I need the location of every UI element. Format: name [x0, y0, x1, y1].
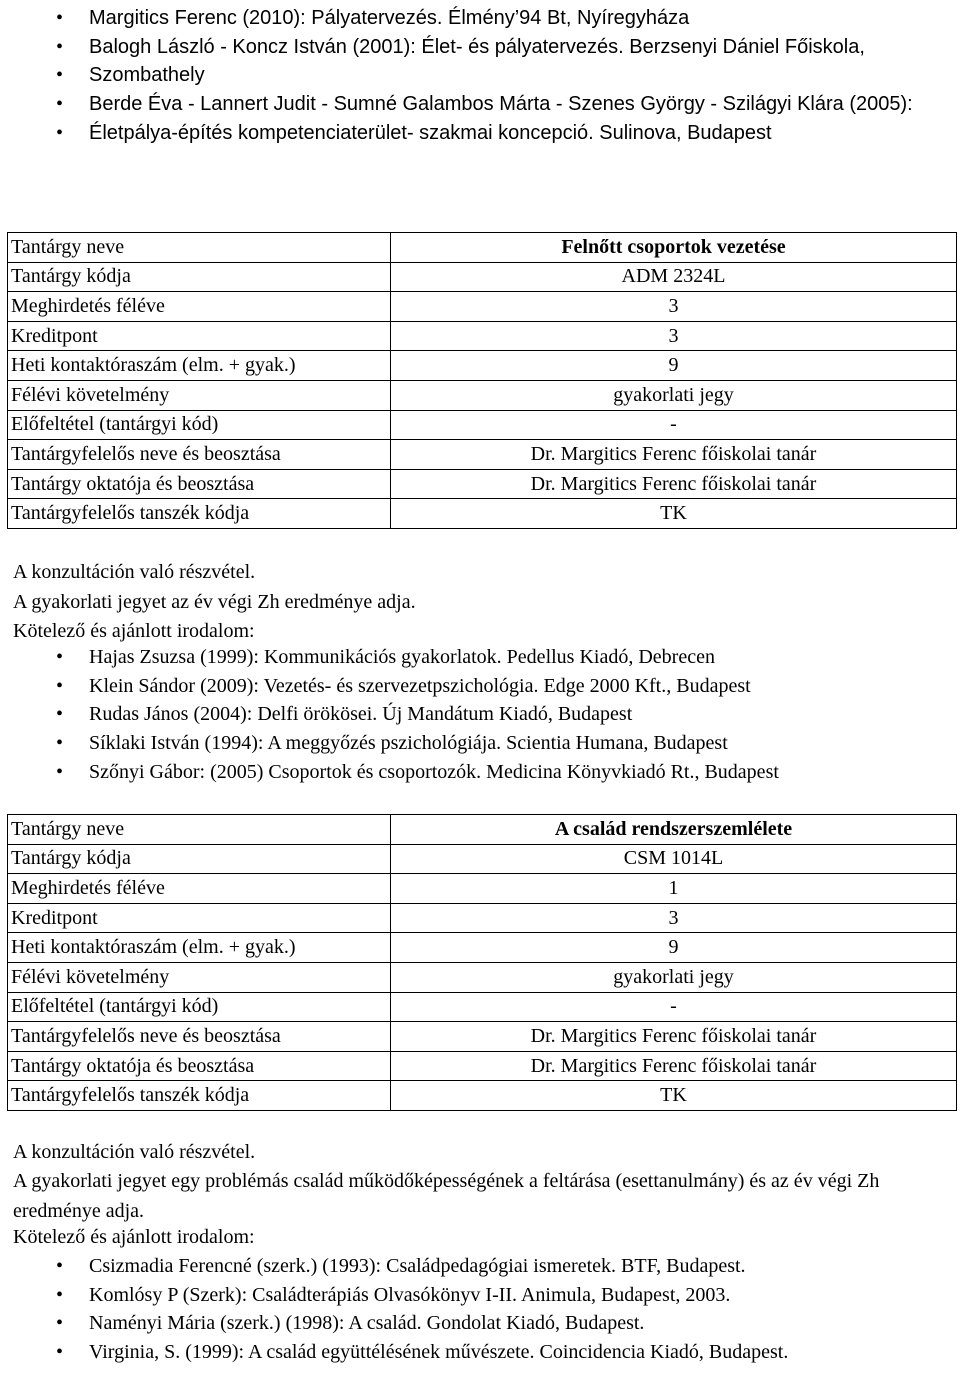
table-row — [8, 262, 957, 292]
row-value: - — [391, 410, 957, 440]
list-item: • Klein Sándor (2009): Vezetés- és szervezetpszichológia. Edge 2000 Kft., Budapest — [0, 672, 960, 701]
row-value: gyakorlati jegy — [391, 962, 957, 992]
table-row — [8, 962, 957, 992]
table-row — [8, 933, 957, 963]
row-label: Kreditpont — [8, 321, 391, 351]
list-item: • Szőnyi Gábor: (2005) Csoportok és csoportozók. Medicina Könyvkiadó Rt., Budapest — [0, 758, 960, 787]
row-value: Dr. Margitics Ferenc főiskolai tanár — [391, 440, 957, 470]
consultation-text: A konzultáción való részvétel. — [13, 1141, 256, 1163]
table-row — [8, 499, 957, 529]
list-item: • Komlósy P (Szerk): Családterápiás Olvasókönyv I-II. Animula, Budapest, 2003. — [0, 1281, 960, 1310]
table-row — [8, 410, 957, 440]
list-item: • Életpálya-építés kompetenciaterület- szakmai koncepció. Sulinova, Budapest — [0, 119, 960, 148]
row-label: Heti kontaktóraszám (elm. + gyak.) — [8, 351, 391, 381]
row-label: Tantárgy kódja — [8, 262, 391, 292]
row-value: - — [391, 992, 957, 1022]
row-label: Tantárgy neve — [8, 815, 391, 845]
row-value: 9 — [391, 933, 957, 963]
row-value: gyakorlati jegy — [391, 380, 957, 410]
course-table-2 — [7, 814, 957, 1111]
row-label: Tantárgy neve — [8, 233, 391, 263]
row-value: Dr. Margitics Ferenc főiskolai tanár — [391, 469, 957, 499]
row-value: 3 — [391, 903, 957, 933]
literature-heading: Kötelező és ajánlott irodalom: — [13, 620, 255, 642]
course-title: Felnőtt csoportok vezetése — [391, 233, 957, 263]
grading-text: A gyakorlati jegyet egy problémás család működőképességének a feltárása (esettanulmány) és az év végi Zh eredménye adja. — [13, 1170, 880, 1222]
list-item: • Szombathely — [0, 61, 960, 90]
list-item: • Csizmadia Ferencné (szerk.) (1993): Családpedagógiai ismeretek. BTF, Budapest. — [0, 1252, 960, 1281]
row-label: Meghirdetés féléve — [8, 292, 391, 322]
list-item: • Síklaki István (1994): A meggyőzés pszichológiája. Scientia Humana, Budapest — [0, 729, 960, 758]
row-label: Tantárgy kódja — [8, 844, 391, 874]
table-row — [8, 233, 957, 263]
grading-text: A gyakorlati jegyet az év végi Zh eredménye adja. — [13, 590, 416, 613]
row-value: Dr. Margitics Ferenc főiskolai tanár — [391, 1022, 957, 1052]
literature-heading: Kötelező és ajánlott irodalom: — [13, 1226, 255, 1248]
table-row — [8, 351, 957, 381]
row-label: Előfeltétel (tantárgyi kód) — [8, 410, 391, 440]
list-item: • Virginia, S. (1999): A család együttélésének művészete. Coincidencia Kiadó, Budapest. — [0, 1338, 960, 1367]
table-row — [8, 844, 957, 874]
row-label: Tantárgy oktatója és beosztása — [8, 1051, 391, 1081]
table-row — [8, 380, 957, 410]
row-label: Tantárgyfelelős tanszék kódja — [8, 1081, 391, 1111]
row-value: TK — [391, 1081, 957, 1111]
list-item: • Berde Éva - Lannert Judit - Sumné Galambos Márta - Szenes György - Szilágyi Klára (2005): — [0, 90, 960, 119]
row-label: Tantárgyfelelős neve és beosztása — [8, 440, 391, 470]
list-item: • Naményi Mária (szerk.) (1998): A család. Gondolat Kiadó, Budapest. — [0, 1309, 960, 1338]
row-value: ADM 2324L — [391, 262, 957, 292]
course-title: A család rendszerszemlélete — [391, 815, 957, 845]
course-table-1 — [7, 232, 957, 529]
table-row — [8, 1051, 957, 1081]
row-value: 3 — [391, 292, 957, 322]
row-value: Dr. Margitics Ferenc főiskolai tanár — [391, 1051, 957, 1081]
row-label: Kreditpont — [8, 903, 391, 933]
consultation-text: A konzultáción való részvétel. — [13, 561, 256, 583]
row-label: Előfeltétel (tantárgyi kód) — [8, 992, 391, 1022]
list-item: • Hajas Zsuzsa (1999): Kommunikációs gyakorlatok. Pedellus Kiadó, Debrecen — [0, 643, 960, 672]
row-value: TK — [391, 499, 957, 529]
row-label: Heti kontaktóraszám (elm. + gyak.) — [8, 933, 391, 963]
list-item: • Balogh László - Koncz István (2001): Élet- és pályatervezés. Berzsenyi Dániel Főiskola, — [0, 33, 960, 62]
row-label: Tantárgyfelelős tanszék kódja — [8, 499, 391, 529]
table-row — [8, 1081, 957, 1111]
table-row — [8, 903, 957, 933]
table-row — [8, 1022, 957, 1052]
table-row — [8, 874, 957, 904]
row-value: 9 — [391, 351, 957, 381]
row-label: Meghirdetés féléve — [8, 874, 391, 904]
table-row — [8, 815, 957, 845]
row-value: 1 — [391, 874, 957, 904]
list-item: • Margitics Ferenc (2010): Pályatervezés. Élmény’94 Bt, Nyíregyháza — [0, 4, 960, 33]
row-label: Tantárgyfelelős neve és beosztása — [8, 1022, 391, 1052]
course1-reference-list — [0, 643, 960, 787]
course2-reference-list — [0, 1252, 960, 1367]
table-row — [8, 440, 957, 470]
row-value: 3 — [391, 321, 957, 351]
row-label: Tantárgy oktatója és beosztása — [8, 469, 391, 499]
row-label: Félévi követelmény — [8, 962, 391, 992]
top-reference-list — [0, 4, 960, 148]
table-row — [8, 992, 957, 1022]
table-row — [8, 469, 957, 499]
table-row — [8, 321, 957, 351]
table-row — [8, 292, 957, 322]
list-item: • Rudas János (2004): Delfi örökösei. Új Mandátum Kiadó, Budapest — [0, 700, 960, 729]
row-label: Félévi követelmény — [8, 380, 391, 410]
row-value: CSM 1014L — [391, 844, 957, 874]
